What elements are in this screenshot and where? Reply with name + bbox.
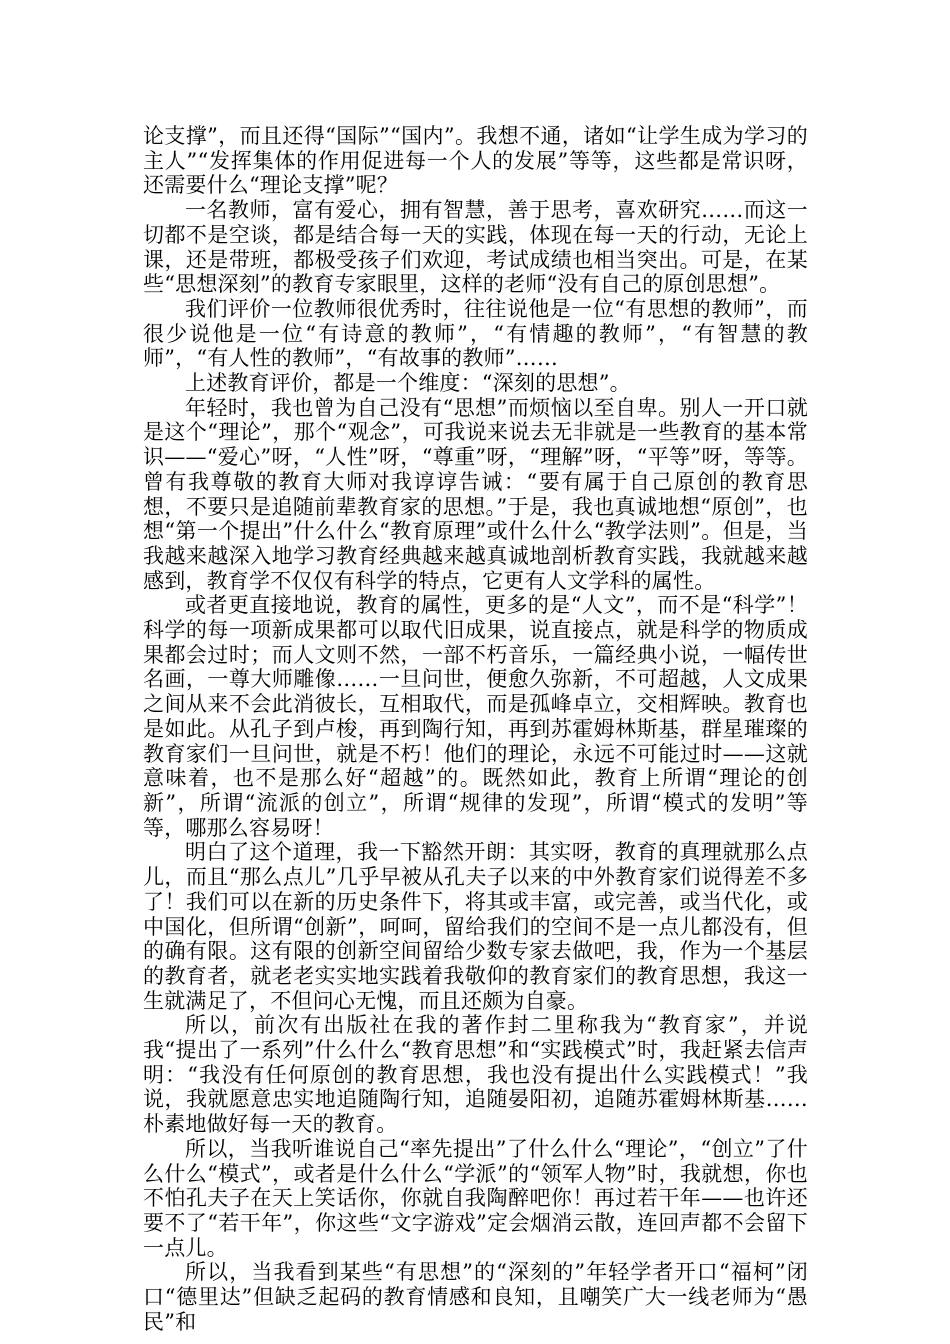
article-body	[143, 124, 808, 1334]
paragraph-6: 或者更直接地说，教育的属性，更多的是“人文”，而不是“科学”！科学的每一项新成果都可以取代旧成果，说直接点，就是科学的物质成果都会过时；而人文则不然，一部不朽音乐，一篇经典小说，一幅传世名画，一尊大师雕像……一旦问世，便愈久弥新，不可超越，人文成果之间从来不会此消彼长，互相取代，而是孤峰卓立，交相辉映。教育也是如此。从孔子到卢梭，再到陶行知，再到苏霍姆林斯基，群星璀璨的教育家们一旦问世，就是不朽！他们的理论，永远不可能过时——这就意味着，也不是那么好“超越”的。既然如此，教育上所谓“理论的创新”，所谓“流派的创立”，所谓“规律的发现”，所谓“模式的发明”等等，哪那么容易呀！	[143, 593, 808, 840]
paragraph-5: 年轻时，我也曾为自己没有“思想”而烦恼以至自卑。别人一开口就是这个“理论”，那个“观念”，可我说来说去无非就是一些教育的基本常识——“爱心”呀，“人性”呀，“尊重”呀，“理解”呀，“平等”呀，等等。曾有我尊敬的教育大师对我谆谆告诫：“要有属于自己原创的教育思想，不要只是追随前辈教育家的思想。”于是，我也真诚地想“原创”，也想“第一个提出”什么什么“教育原理”或什么什么“教学法则”。但是，当我越来越深入地学习教育经典越来越真诚地剖析教育实践，我就越来越感到，教育学不仅仅有科学的特点，它更有人文学科的属性。	[143, 395, 808, 593]
paragraph-4: 上述教育评价，都是一个维度：“深刻的思想”。	[185, 371, 631, 396]
paragraph-2: 一名教师，富有爱心，拥有智慧，善于思考，喜欢研究……而这一切都不是空谈，都是结合每一天的实践，体现在每一天的行动，无论上课，还是带班，都极受孩子们欢迎，考试成绩也相当突出。可是，在某些“思想深刻”的教育专家眼里，这样的老师“没有自己的原创思想”。	[143, 198, 808, 297]
paragraph-1: 论支撑”，而且还得“国际”“国内”。我想不通，诸如“让学生成为学习的主人”“发挥集体的作用促进每一个人的发展”等等，这些都是常识呀，还需要什么“理论支撑”呢？	[143, 124, 808, 198]
paragraph-10: 所以，当我看到某些“有思想”的“深刻的”年轻学者开口“福柯”闭口“德里达”但缺乏起码的教育情感和良知，且嘲笑广大一线老师为“愚民”和	[143, 1260, 808, 1334]
paragraph-8: 所以，前次有出版社在我的著作封二里称我为“教育家”，并说我“提出了一系列”什么什么“教育思想”和“实践模式”时，我赶紧去信声明：“我没有任何原创的教育思想，我也没有提出什么实践模式！”我说，我就愿意忠实地追随陶行知，追随晏阳初，追随苏霍姆林斯基……朴素地做好每一天的教育。	[143, 1013, 808, 1137]
paragraph-7: 明白了这个道理，我一下豁然开朗：其实呀，教育的真理就那么点儿，而且“那么点儿”几乎早被从孔夫子以来的中外教育家们说得差不多了！我们可以在新的历史条件下，将其或丰富，或完善，或当代化，或中国化，但所谓“创新”，呵呵，留给我们的空间不是一点儿都没有，但的确有限。这有限的创新空间留给少数专家去做吧，我，作为一个基层的教育者，就老老实实地实践着我敬仰的教育家们的教育思想，我这一生就满足了，不但问心无愧，而且还颇为自豪。	[143, 840, 808, 1013]
paragraph-9: 所以，当我听谁说自己“率先提出”了什么什么“理论”，“创立”了什么什么“模式”，或者是什么什么“学派”的“领军人物”时，我就想，你也不怕孔夫子在天上笑话你，你就自我陶醉吧你！再过若干年——也许还要不了“若干年”，你这些“文字游戏”定会烟消云散，连回声都不会留下一点儿。	[143, 1136, 808, 1260]
paragraph-3: 我们评价一位教师很优秀时，往往说他是一位“有思想的教师”，而很少说他是一位“有诗意的教师”，“有情趣的教师”，“有智慧的教师”，“有人性的教师”，“有故事的教师”……	[143, 296, 808, 371]
